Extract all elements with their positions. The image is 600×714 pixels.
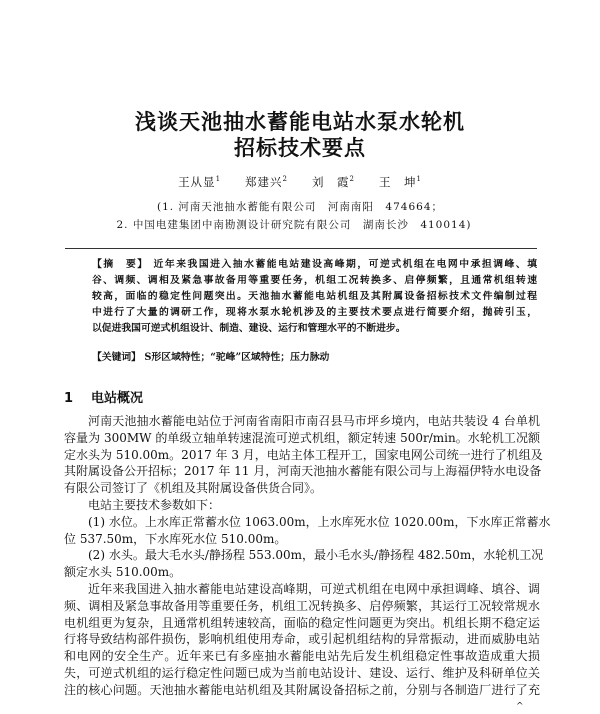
author-affiliation-mark: 2	[282, 175, 288, 184]
author-list	[0, 174, 600, 190]
paragraph-line: 定水头为 510.00m。2017 年 3 月，电站主体工程开工，国家电网公司统一进行了机组及	[64, 447, 543, 462]
section-title: 电站概况	[91, 391, 144, 406]
affiliation-2: 2. 中国电建集团中南勘测设计研究院有限公司 湖南长沙 410014)	[116, 219, 472, 231]
paragraph-line: (2) 水头。最大毛水头/静扬程 553.00m，最小毛水头/静扬程 482.50m，水轮机工况	[88, 548, 544, 563]
title-line-1: 浅谈天池抽水蓄能电站水泵水轮机	[135, 110, 465, 134]
paragraph-line: 容量为 300MW 的单级立轴单转速混流可逆式机组，额定转速 500r/min。水轮机工况额	[64, 430, 540, 445]
author-name: 王从显	[178, 175, 216, 189]
paragraph-line: 注的核心问题。天池抽水蓄能电站机组及其附属设备招标之前，分别与各制造厂进行了充	[64, 682, 540, 697]
paragraph-line: 近年来我国进入抽水蓄能电站建设高峰期，可逆式机组在电网中承担调峰、填谷、调	[88, 581, 540, 596]
divider-rule	[65, 248, 537, 249]
author-name: 刘 霞	[312, 175, 350, 189]
abstract-line: 较高，面临的稳定性问题突出。天池抽水蓄能电站机组及其附属设备招标技术文件编制过程	[92, 291, 537, 302]
author-affiliation-mark: 1	[215, 175, 222, 184]
paragraph	[64, 413, 543, 497]
paragraph-line: 行将导致结构部件损伤，影响机组使用寿命，或引起机组结构的异常振动，进而威胁电站	[64, 632, 540, 647]
paragraph-line: 失，可逆式机组的运行稳定性问题已成为当前电站设计、建设、运行、维护及科研单位关	[64, 665, 540, 680]
author-affiliation-mark: 2	[349, 175, 355, 184]
paragraph-line: 位 537.50m，下水库死水位 510.00m。	[64, 531, 287, 546]
author-name: 郑建兴	[245, 175, 283, 189]
body-text	[64, 413, 551, 699]
author-name: 王 坤	[378, 175, 417, 189]
paragraph-line: 有限公司签订了《机组及其附属设备供货合同》。	[64, 481, 323, 496]
abstract	[92, 257, 537, 337]
paragraph	[64, 581, 540, 699]
affiliation-1: (1. 河南天池抽水蓄能有限公司 河南南阳 474664；	[156, 201, 444, 213]
abstract-line: 谷、调频、调相及紧急事故备用等重要任务，机组工况转换多、启停频繁，且通常机组转速	[92, 275, 537, 286]
author	[379, 175, 422, 189]
section-number: 1	[64, 391, 74, 406]
paragraph-line: 其附属设备公开招标；2017 年 11 月，河南天池抽水蓄能有限公司与上海福伊特水电设备	[64, 464, 542, 479]
paragraph	[64, 514, 551, 548]
paragraph-line: 和电网的安全生产。近年来已有多座抽水蓄能电站先后发生机组稳定性事故造成重大损	[64, 649, 540, 664]
paragraph-line: 电机组更为复杂，且通常机组转速较高，面临的稳定性问题更为突出。机组长期不稳定运	[64, 615, 540, 630]
page-mark: ^	[516, 702, 524, 712]
section-heading	[64, 387, 143, 406]
abstract-line: 【摘 要】 近年来我国进入抽水蓄能电站建设高峰期，可逆式机组在电网中承担调峰、填	[92, 259, 537, 270]
paragraph-line: (1) 水位。上水库正常蓄水位 1063.00m，上水库死水位 1020.00m，下水库正常蓄水	[88, 514, 551, 529]
paragraph	[64, 497, 540, 514]
paragraph-line: 频、调相及紧急事故备用等重要任务，机组工况转换多、启停频繁，其运行工况较常规水	[64, 598, 540, 613]
paragraph-line: 电站主要技术参数如下：	[88, 497, 221, 512]
title-line-2: 招标技术要点	[234, 136, 366, 160]
paragraph	[64, 547, 544, 581]
paragraph-line: 额定水头 510.00m。	[64, 565, 182, 580]
author-affiliation-mark: 1	[416, 175, 422, 184]
author	[178, 175, 221, 189]
author	[312, 175, 355, 189]
abstract-line: 以促进我国可逆式机组设计、制造、建设、运行和管理水平的不断进步。	[92, 323, 406, 334]
keywords: 【关键词】 S形区域特性；“驼峰”区域特性；压力脉动	[92, 352, 330, 363]
paragraph-line: 河南天池抽水蓄能电站位于河南省南阳市南召县马市坪乡境内，电站共装设 4 台单机	[88, 414, 540, 428]
abstract-line: 中进行了大量的调研工作，现将水泵水轮机涉及的主要技术要点进行简要介绍，抛砖引玉，	[92, 307, 537, 318]
author	[245, 175, 288, 189]
